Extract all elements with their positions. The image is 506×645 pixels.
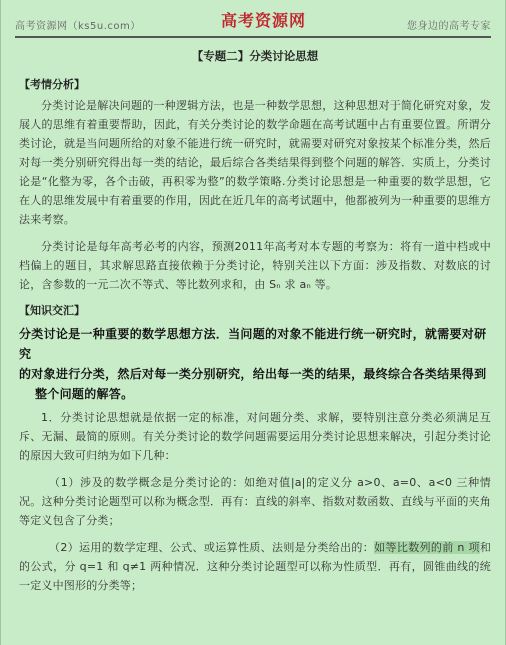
exam-analysis-heading: 【考情分析】	[19, 78, 85, 91]
knowledge-point-1-1: （1）涉及的数学概念是分类讨论的：如绝对值|a|的定义分 a>0、a=0、a<0 三种情况。这种分类讨论题型可以称为概念型．再有：直线的斜率、指数对数函数、直线与平面的夹角等定义包含了分类；	[19, 476, 491, 527]
knowledge-point-1-2	[19, 538, 491, 595]
point-1-2-highlight: 如等比数列的前 n 项	[374, 541, 480, 554]
page-title: 【专题二】分类讨论思想	[191, 49, 319, 63]
page-header	[15, 6, 491, 38]
point-1-2-lead: （2）运用的数学定理、公式、或运算性质、法则是分类给出的：	[49, 541, 375, 554]
knowledge-point-1: 1．分类讨论思想就是依据一定的标准，对问题分类、求解，要特别注意分类必须满足互斥、无漏、最简的原则。有关分类讨论的数学问题需要运用分类讨论思想来解决，引起分类讨论的原因大致可归纳为如下几种：	[19, 411, 491, 462]
document-body	[19, 48, 491, 595]
exam-analysis-para-1: 分类讨论是解决问题的一种逻辑方法，也是一种数学思想，这种思想对于简化研究对象，发展人的思维有着重要帮助，因此，有关分类讨论的数学命题在高考试题中占有重要位置。所谓分类讨论，就是当问题所给的对象不能进行统一研究时，就需要对研究对象按某个标准分类，然后对每一类分别研究得出每一类的结论，最后综合各类结果得到整个问题的解答．实质上，分类讨论是“化整为零，各个击破，再积零为整”的数学策略.分类讨论思想是一种重要的数学思想，它在人的思维发展中有着重要的作用，因此在近几年的高考试题中，他都被列为一种重要的思维方法来考察。	[19, 99, 491, 226]
point-1-2-rest: 和的公式，分 q=1 和 q≠1 两种情况．这种分类讨论题型可以称为性质型．再有，圆锥曲线的统一定义中图形的分类等；	[19, 541, 492, 592]
header-site-name: 高考资源网（ks5u.com）	[15, 21, 141, 32]
header-slogan: 您身边的高考专家	[407, 21, 491, 32]
header-logo: 高考资源网	[221, 11, 307, 30]
knowledge-heading: 【知识交汇】	[19, 304, 85, 317]
key-statement-line-2: 的对象进行分类，然后对每一类分别研究，给出每一类的结果，最终综合各类结果得到	[19, 367, 487, 381]
key-statement-line-3: 整个问题的解答。	[35, 387, 134, 401]
knowledge-key-statement	[19, 324, 491, 404]
exam-analysis-para-2: 分类讨论是每年高考必考的内容，预测2011年高考对本专题的考察为：将有一道中档或中档偏上的题目，其求解思路直接依赖于分类讨论，特别关注以下方面：涉及指数、对数底的讨论，含参数的一元二次不等式、等比数列求和，由 Sₙ 求 aₙ 等。	[19, 240, 491, 291]
key-statement-line-1: 分类讨论是一种重要的数学思想方法．当问题的对象不能进行统一研究时，就需要对研究	[19, 327, 487, 361]
